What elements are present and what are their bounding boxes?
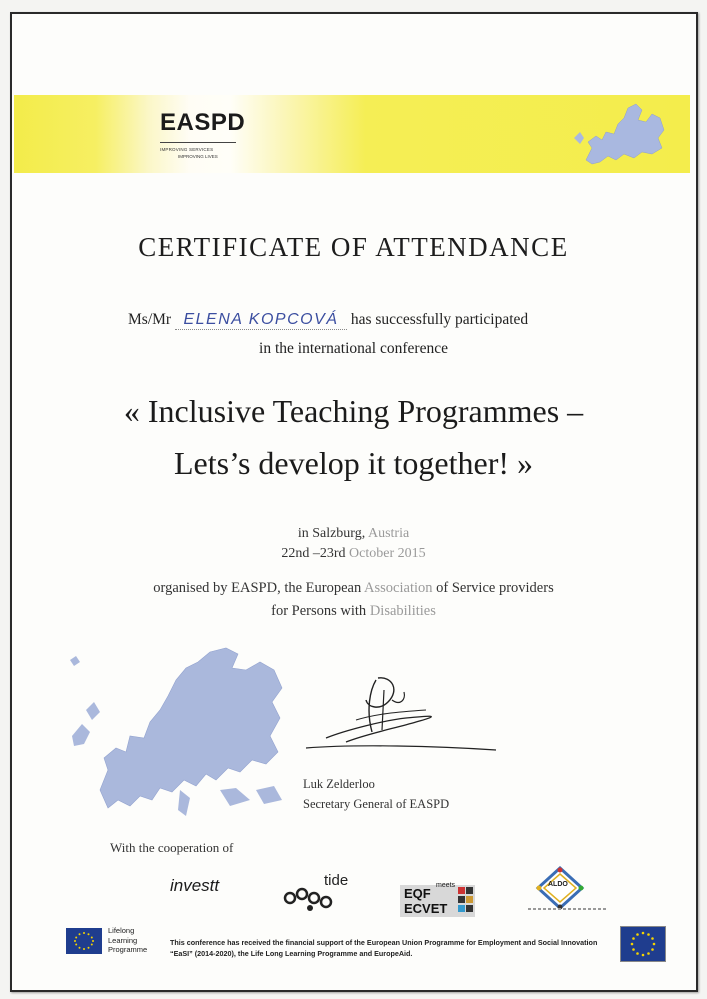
aldo-tagline-line bbox=[528, 908, 608, 910]
organiser-line-2 bbox=[0, 603, 707, 620]
participant-name: ELENA KOPCOVÁ bbox=[175, 311, 347, 330]
easpd-tagline-1: IMPROVING SERVICES bbox=[160, 147, 214, 152]
tide-logo-icon bbox=[282, 872, 362, 912]
europe-map-small-icon bbox=[566, 98, 670, 168]
organiser-line2-faded: Disabilities bbox=[369, 603, 436, 619]
easpd-logo bbox=[160, 105, 290, 167]
conference-intro: in the international conference bbox=[259, 340, 448, 357]
dates-month-year: October 2015 bbox=[349, 546, 426, 561]
dates-days: 22nd –23rd bbox=[281, 546, 346, 561]
europe-map-icon bbox=[60, 640, 290, 835]
llp-logo-text bbox=[108, 926, 147, 955]
eu-flag-right-icon bbox=[620, 926, 666, 962]
location-city: in Salzburg, bbox=[297, 526, 366, 541]
easpd-logo-word: EASPD bbox=[160, 109, 246, 136]
aldo-logo-word: ALDO bbox=[548, 881, 568, 888]
signature-image bbox=[296, 660, 506, 760]
participation-text: has successfully participated bbox=[350, 311, 529, 328]
certificate-title: CERTIFICATE OF ATTENDANCE bbox=[138, 232, 569, 262]
cooperation-label: With the cooperation of bbox=[110, 840, 234, 855]
signatory-role: Secretary General of EASPD bbox=[303, 797, 450, 811]
conference-title-line-1: « Inclusive Teaching Programmes – bbox=[123, 393, 584, 429]
organiser-suffix: of Service providers bbox=[436, 580, 554, 596]
llp-line-3: Programme bbox=[108, 945, 148, 954]
conference-dates bbox=[0, 546, 707, 562]
organiser-prefix: organised by EASPD, the European bbox=[153, 580, 362, 596]
aldo-logo-icon bbox=[535, 866, 585, 911]
salutation: Ms/Mr bbox=[128, 311, 172, 328]
llp-line-2: Learning bbox=[108, 935, 138, 945]
conference-location bbox=[0, 526, 707, 542]
tide-logo-word: tide bbox=[324, 872, 349, 889]
investt-logo: investt bbox=[170, 876, 220, 895]
easpd-logo-rule bbox=[160, 142, 236, 143]
organiser-faded: Association bbox=[364, 580, 433, 596]
ecvet-logo-word: ECVET bbox=[404, 901, 448, 916]
participant-line bbox=[128, 311, 528, 330]
eqf-logo-word: EQF bbox=[404, 886, 431, 901]
signatory-name: Luk Zelderloo bbox=[303, 777, 375, 791]
easpd-tagline-2: IMPROVING LIVES bbox=[178, 154, 218, 159]
organiser-line-1 bbox=[0, 580, 707, 597]
location-country: Austria bbox=[367, 526, 410, 541]
eu-flag-left-icon bbox=[66, 928, 102, 954]
llp-line-1: Lifelong bbox=[108, 926, 135, 935]
conference-title-line-2: Lets’s develop it together! » bbox=[173, 445, 533, 481]
financial-support-text: This conference has received the financial support of the European Union Programme for Employment and Social Innovation “EaSI” (2014-2020), the Life Long Learning Programme and EuropeAid. bbox=[170, 938, 598, 958]
eqf-meets-word: meets bbox=[436, 882, 456, 889]
organiser-line2-prefix: for Persons with bbox=[271, 603, 367, 619]
